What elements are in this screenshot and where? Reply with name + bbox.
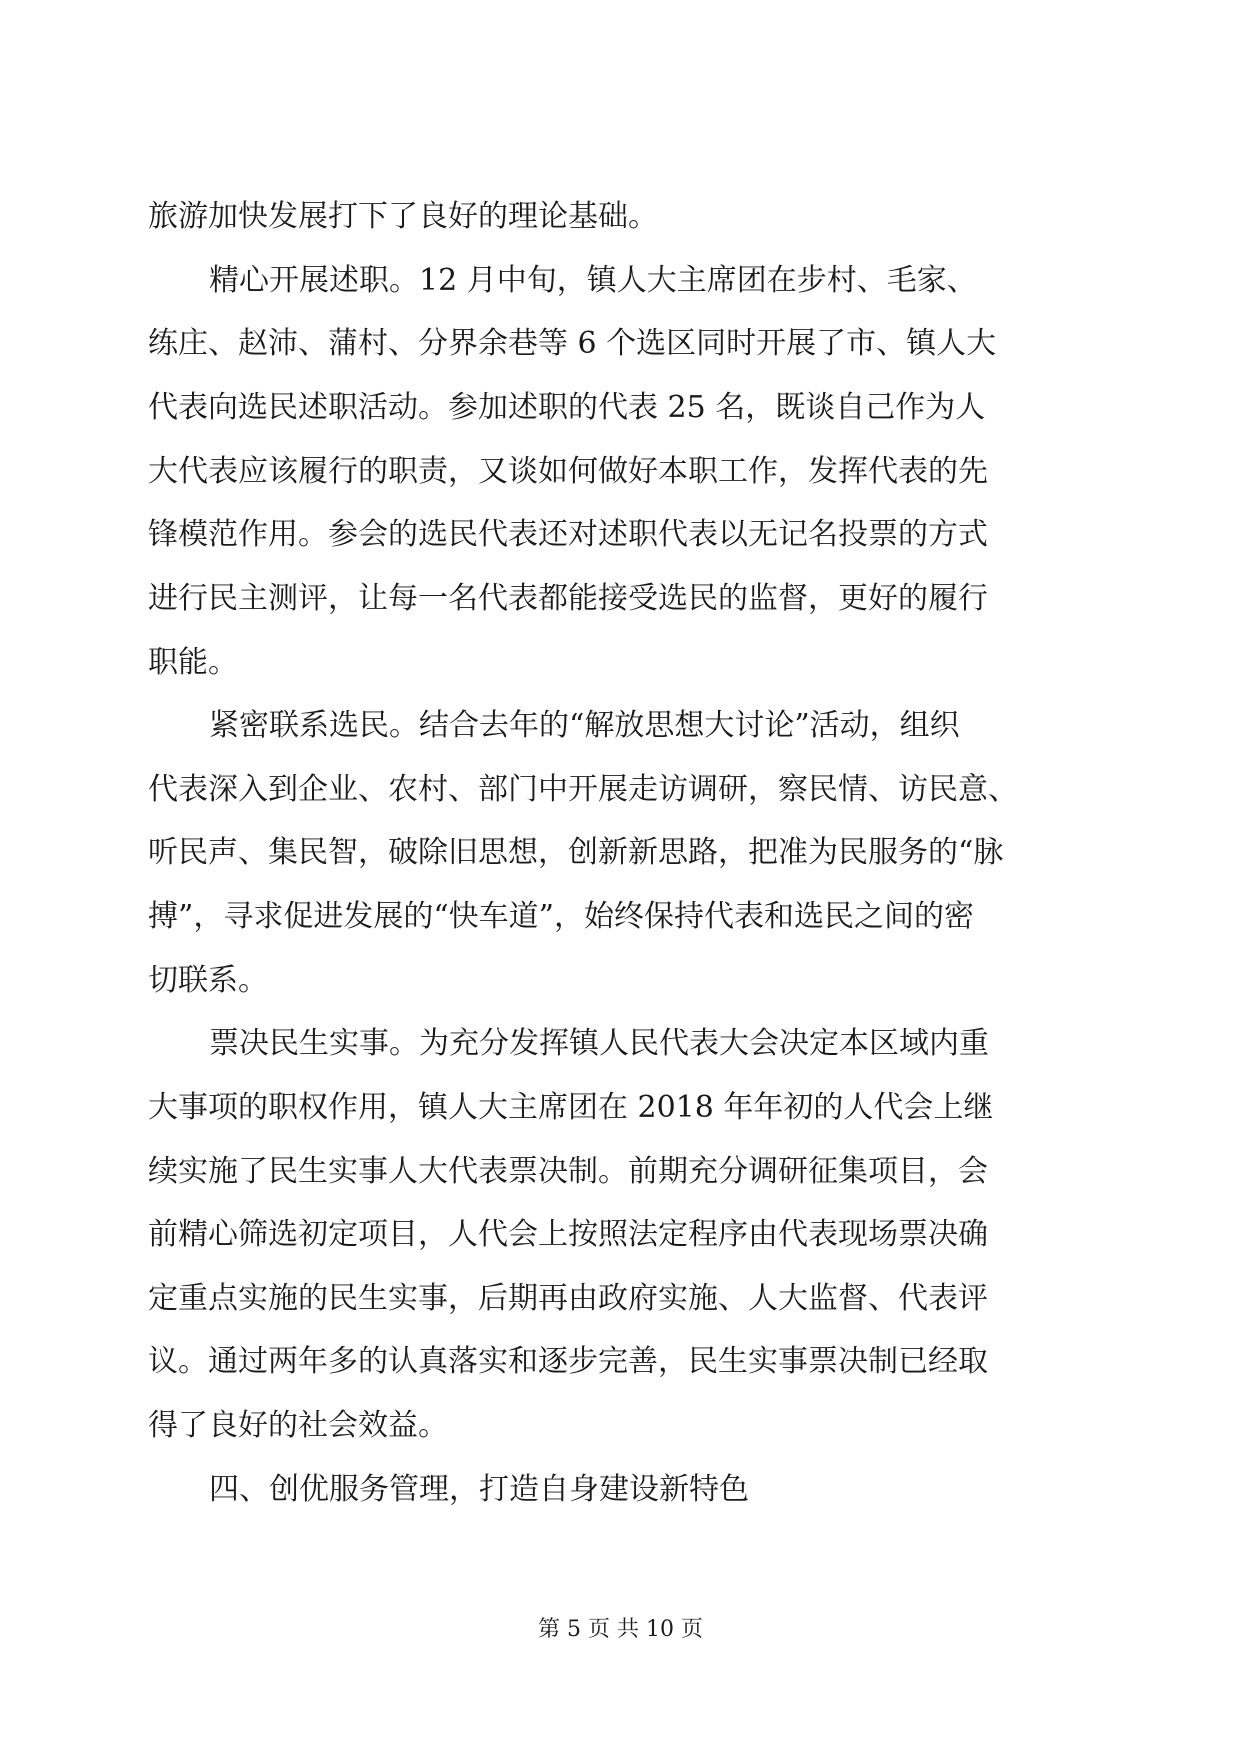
text-line-content: 代表深入到企业、农村、部门中开展走访调研，察民情、访民意、 (148, 772, 1018, 807)
text-line-content: 得了良好的社会效益。 (148, 1408, 448, 1443)
text-line-content: 切联系。 (148, 963, 268, 998)
text-line-content: 精心开展述职。12 月中旬，镇人大主席团在步村、毛家、 (209, 263, 977, 298)
page-footer: 第 5 页 共 10 页 (538, 1617, 703, 1642)
text-line-content: 定重点实施的民生实事，后期再由政府实施、人大监督、代表评 (148, 1281, 988, 1316)
text-line (0, 1024, 1241, 1064)
text-line-content: 议。通过两年多的认真落实和逐步完善，民生实事票决制已经取 (148, 1344, 988, 1379)
text-line (0, 1342, 1241, 1382)
text-line-content: 职能。 (148, 645, 238, 680)
text-line (0, 1215, 1241, 1255)
text-line (0, 706, 1241, 746)
text-line (0, 197, 1241, 237)
text-line-content: 大事项的职权作用，镇人大主席团在 2018 年年初的人代会上继 (148, 1090, 994, 1125)
text-line-content: 票决民生实事。为充分发挥镇人民代表大会决定本区域内重 (209, 1026, 989, 1061)
section-heading-text: 四、创优服务管理，打造自身建设新特色 (209, 1472, 749, 1507)
text-line (0, 261, 1241, 301)
text-line-content: 搏”，寻求促进发展的“快车道”，始终保持代表和选民之间的密 (148, 899, 975, 934)
text-line-content: 进行民主测评，让每一名代表都能接受选民的监督，更好的履行 (148, 581, 988, 616)
text-line (0, 579, 1241, 619)
text-line (0, 897, 1241, 937)
text-line (0, 1406, 1241, 1446)
text-line-content: 旅游加快发展打下了良好的理论基础。 (148, 199, 658, 234)
text-line (0, 1152, 1241, 1192)
text-line-content: 听民声、集民智，破除旧思想，创新新思路，把准为民服务的“脉 (148, 835, 1004, 870)
text-line (0, 388, 1241, 428)
text-line (0, 961, 1241, 1001)
text-line (0, 643, 1241, 683)
text-line-content: 紧密联系选民。结合去年的“解放思想大讨论”活动，组织 (209, 708, 960, 743)
text-line (0, 1279, 1241, 1319)
text-line (0, 770, 1241, 810)
text-line (0, 515, 1241, 555)
text-line-content: 锋模范作用。参会的选民代表还对述职代表以无记名投票的方式 (148, 517, 988, 552)
text-line-content: 前精心筛选初定项目，人代会上按照法定程序由代表现场票决确 (148, 1217, 988, 1252)
text-line-content: 续实施了民生实事人大代表票决制。前期充分调研征集项目，会 (148, 1154, 988, 1189)
text-line-content: 代表向选民述职活动。参加述职的代表 25 名，既谈自己作为人 (148, 390, 986, 425)
text-line (0, 833, 1241, 873)
text-line (0, 452, 1241, 492)
text-line-content: 大代表应该履行的职责，又谈如何做好本职工作，发挥代表的先 (148, 454, 988, 489)
text-line-content: 练庄、赵沛、蒲村、分界余巷等 6 个选区同时开展了市、镇人大 (148, 326, 997, 361)
text-line (0, 324, 1241, 364)
text-line (0, 1088, 1241, 1128)
section-heading (0, 1470, 1241, 1510)
